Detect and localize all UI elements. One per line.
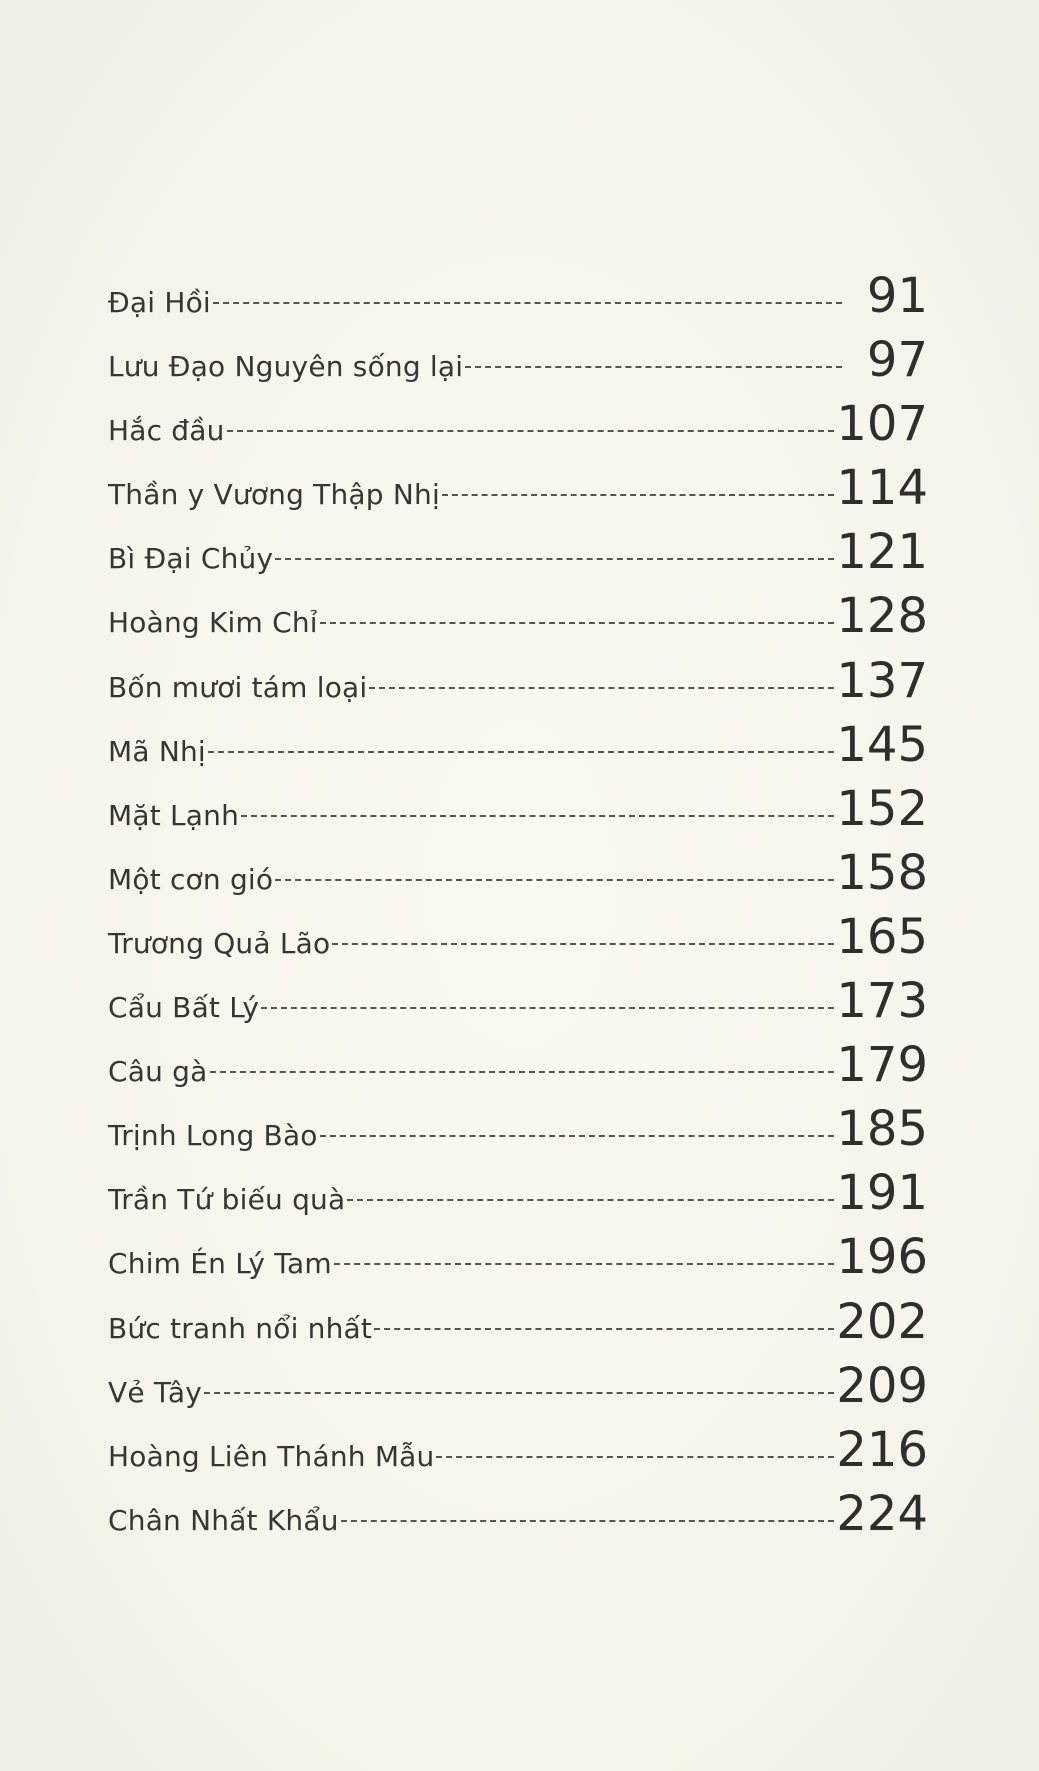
toc-entry <box>108 1165 928 1233</box>
toc-entry-title: Bức tranh nổi nhất <box>108 1311 373 1345</box>
toc-entry-title: Câu gà <box>108 1055 208 1089</box>
toc-entry-page: 121 <box>836 524 928 581</box>
dot-leader <box>442 494 834 496</box>
toc-entry <box>108 332 928 400</box>
toc-entry-page: 202 <box>836 1293 928 1350</box>
toc-entry-title: Mặt Lạnh <box>108 798 240 832</box>
toc-entry-title: Vẻ Tây <box>108 1375 203 1409</box>
toc-entry <box>108 1293 928 1362</box>
dot-leader <box>275 879 834 881</box>
toc-entry <box>108 716 928 785</box>
toc-entry <box>108 524 928 592</box>
dot-leader <box>347 1199 834 1201</box>
dot-leader <box>436 1456 834 1458</box>
toc-entry-title: Trịnh Long Bào <box>108 1119 318 1153</box>
toc-entry-page: 173 <box>836 973 928 1030</box>
toc-entry-title: Mã Nhị <box>108 734 206 768</box>
toc-entry <box>108 844 928 913</box>
toc-entry <box>108 588 928 656</box>
toc-entry-page: 209 <box>836 1357 928 1414</box>
toc-entry-title: Một cơn gió <box>108 862 274 896</box>
dot-leader <box>227 430 835 432</box>
toc-entry-title: Trương Quả Lão <box>108 926 331 960</box>
dot-leader <box>332 943 834 945</box>
toc-entry <box>108 780 928 849</box>
dot-leader <box>213 302 842 304</box>
dot-leader <box>320 622 835 624</box>
toc-entry-title: Đại Hồi <box>108 286 211 319</box>
dot-leader <box>369 687 834 689</box>
toc-entry <box>108 268 928 336</box>
toc-entry-page: 216 <box>836 1421 928 1478</box>
toc-entry-title: Trần Tứ biếu quà <box>108 1183 346 1217</box>
dot-leader <box>465 366 842 368</box>
toc-entry <box>108 973 928 1041</box>
dot-leader <box>204 1392 834 1394</box>
toc-entry-title: Bốn mươi tám loại <box>108 670 368 704</box>
toc-entry <box>108 396 928 464</box>
toc-entry-page: 107 <box>836 396 928 453</box>
toc-entry <box>108 460 928 528</box>
toc-entry-page: 91 <box>866 268 928 324</box>
toc-entry-page: 137 <box>836 652 928 709</box>
toc-entry-page: 128 <box>836 588 928 645</box>
toc-entry-title: Cẩu Bất Lý <box>108 991 260 1025</box>
dot-leader <box>374 1328 834 1330</box>
toc-entry-page: 97 <box>866 332 928 389</box>
toc-entry-title: Hắc đầu <box>108 414 225 448</box>
toc-entry <box>108 1229 928 1297</box>
dot-leader <box>261 1007 834 1009</box>
dot-leader <box>334 1263 835 1265</box>
toc-entry-page: 152 <box>836 780 928 837</box>
toc-entry-title: Thần y Vương Thập Nhị <box>108 478 440 512</box>
dot-leader <box>241 815 834 817</box>
dot-leader <box>208 751 834 753</box>
toc-entry <box>108 1421 928 1490</box>
toc-entry-page: 185 <box>836 1101 928 1158</box>
toc-entry <box>108 1357 928 1426</box>
toc-entry-page: 224 <box>836 1485 928 1542</box>
toc-entry <box>108 1101 928 1169</box>
toc-entry-page: 196 <box>836 1229 928 1286</box>
toc-entry <box>108 1037 928 1105</box>
toc-entry-page: 191 <box>836 1165 928 1222</box>
dot-leader <box>210 1071 835 1073</box>
dot-leader <box>341 1520 835 1522</box>
dot-leader <box>320 1135 835 1137</box>
toc-entry-title: Lưu Đạo Nguyên sống lại <box>108 350 464 384</box>
table-of-contents <box>108 268 928 1554</box>
toc-entry <box>108 1485 928 1554</box>
toc-entry <box>108 652 928 721</box>
toc-entry-title: Hoàng Kim Chỉ <box>108 606 318 640</box>
toc-entry-title: Bì Đại Chủy <box>108 542 274 576</box>
toc-entry <box>108 908 928 977</box>
toc-entry-page: 145 <box>836 716 928 773</box>
toc-entry-title: Chân Nhất Khẩu <box>108 1503 339 1537</box>
toc-entry-page: 165 <box>836 908 928 965</box>
toc-entry-page: 179 <box>836 1037 928 1094</box>
toc-entry-page: 158 <box>836 844 928 901</box>
toc-entry-title: Hoàng Liên Thánh Mẫu <box>108 1439 435 1473</box>
toc-entry-page: 114 <box>836 460 928 517</box>
toc-entry-title: Chim Én Lý Tam <box>108 1247 332 1281</box>
dot-leader <box>275 558 834 560</box>
